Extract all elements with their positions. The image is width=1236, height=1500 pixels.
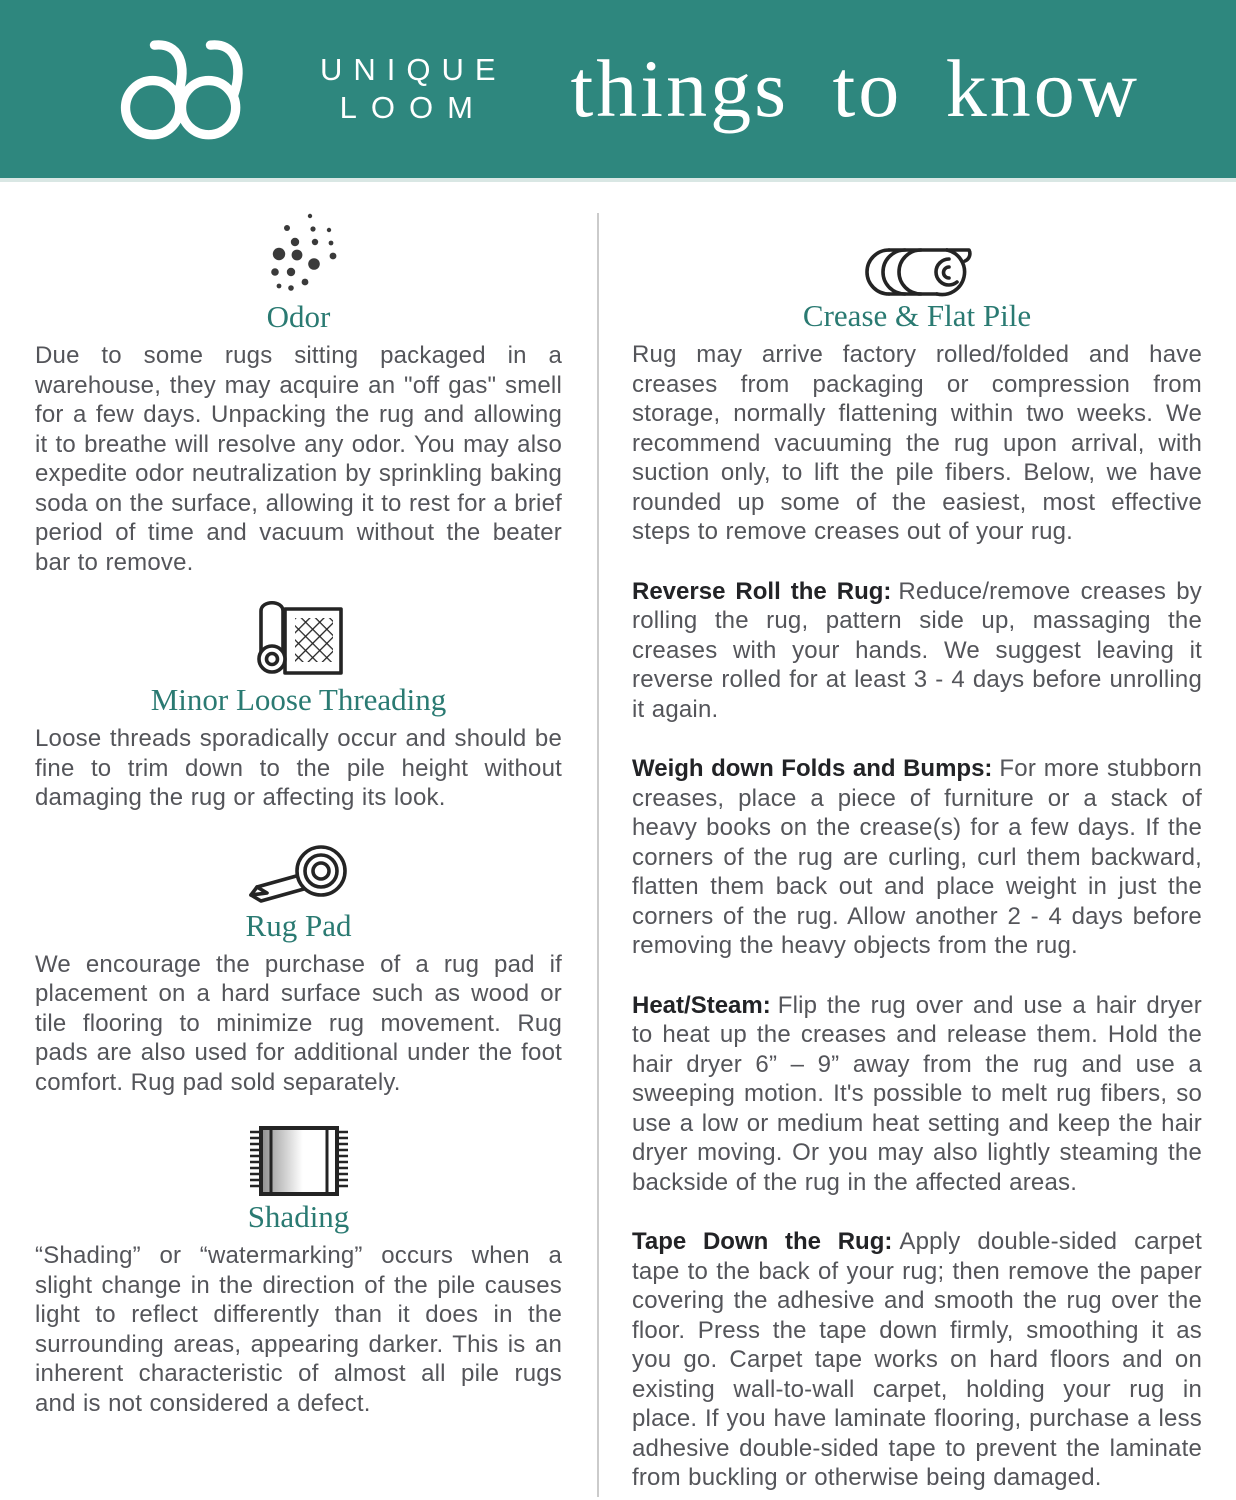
rolled-rug-spiral-icon (861, 247, 973, 297)
tip-weigh-down-text: For more stubborn creases, place a piece of furniture or a stack of heavy books on the crease(s) for a few days. If the corners of the rug are curling, curl them backward, flatten them back out and place weight in just the corners of the rug. Allow another 2 - 4 days before removing the heavy objects from the rug. (632, 755, 1202, 959)
brand-lockup (108, 33, 507, 145)
section-title-shading: Shading (247, 1199, 350, 1234)
tip-heat-steam (632, 991, 1202, 1198)
brand-line-unique: UNIQUE (320, 52, 507, 87)
tip-heat-steam-label: Heat/Steam: (632, 991, 771, 1019)
section-body-odor: Due to some rugs sitting packaged in a warehouse, they may acquire an "off gas" smell for a few days. Unpacking the rug and allowing it to breathe will resolve any odor. You may also expedite odor neutralization by sprinkling baking soda on the surface, allowing it to rest for a brief period of time and vacuum without the beater bar to remove. (35, 342, 562, 576)
tip-weigh-down-label: Weigh down Folds and Bumps: (632, 755, 993, 782)
header-banner (0, 0, 1236, 182)
tip-tape-down (632, 1227, 1202, 1493)
tip-reverse-roll (632, 577, 1202, 725)
brand-line-loom: LOOM (339, 90, 487, 125)
right-column (632, 195, 1202, 1493)
section-title-rug-pad: Rug Pad (245, 907, 352, 943)
tip-reverse-roll-label: Reverse Roll the Rug: (632, 577, 892, 605)
tip-tape-down-text: Apply double-sided carpet tape to the back of your rug; then remove the paper covering the adhesive and smooth the rug over the floor. Press the tape down firmly, smoothing it as you go. Carpet tape works on hard floors and on existing wall-to-wall carpet, holding your rug in place. If you have laminate flooring, purchase a less adhesive double-sided tape to prevent the laminate from buckling or otherwise being damaged. (632, 1228, 1202, 1491)
section-title-loose-threading: Minor Loose Threading (150, 682, 447, 717)
section-body-rug-pad: We encourage the purchase of a rug pad if placement on a hard surface such as wood or tile flooring to minimize rug movement. Rug pads are also used for additional under the foot comfort. Rug pad sold separately. (35, 950, 562, 1096)
left-column (35, 195, 562, 1418)
section-body-crease-flat-pile: Rug may arrive factory rolled/folded and have creases from packaging or compression from storage, normally flattening within two weeks. We recommend vacuuming the rug upon arrival, with suction only, to lift the pile fibers. Below, we have rounded up some of the easiest, most effective steps to remove creases out of your rug. (632, 341, 1202, 545)
shaded-rug-icon (246, 1124, 352, 1198)
loose-threading-roll-icon (249, 593, 349, 681)
column-divider (597, 213, 599, 1497)
tip-tape-down-label: Tape Down the Rug: (632, 1228, 893, 1255)
tip-weigh-down (632, 754, 1202, 961)
unique-loom-logo-icon (108, 33, 298, 145)
section-title-crease-flat-pile: Crease & Flat Pile (802, 298, 1032, 333)
rug-pad-roll-icon (247, 843, 351, 907)
tip-heat-steam-text: Flip the rug over and use a hair dryer to heat up the creases and release them. Hold the hair dryer 6” – 9” away from the rug and use a sweeping motion. It's possible to melt rug fibers, so use a low or medium heat setting and keep the hair dryer moving. Or you may also lightly steaming the backside of the rug in the affected areas. (632, 991, 1202, 1196)
odor-dots-icon (247, 212, 351, 298)
section-title-odor: Odor (266, 299, 331, 334)
page-title: things to know (570, 43, 1140, 134)
brand-name (320, 51, 507, 127)
section-body-loose-threading: Loose threads sporadically occur and should be fine to trim down to the pile height without damaging the rug or affecting its look. (35, 725, 562, 811)
tip-reverse-roll-text: Reduce/remove creases by rolling the rug, pattern side up, massaging the creases with your hands. We suggest leaving it reverse rolled for at least 3 - 4 days before unrolling it again. (632, 577, 1202, 723)
section-body-shading: “Shading” or “watermarking” occurs when a slight change in the direction of the pile causes light to reflect differently than it does in the surrounding areas, appearing darker. This is an inherent characteristic of almost all pile rugs and is not considered a defect. (35, 1242, 562, 1417)
